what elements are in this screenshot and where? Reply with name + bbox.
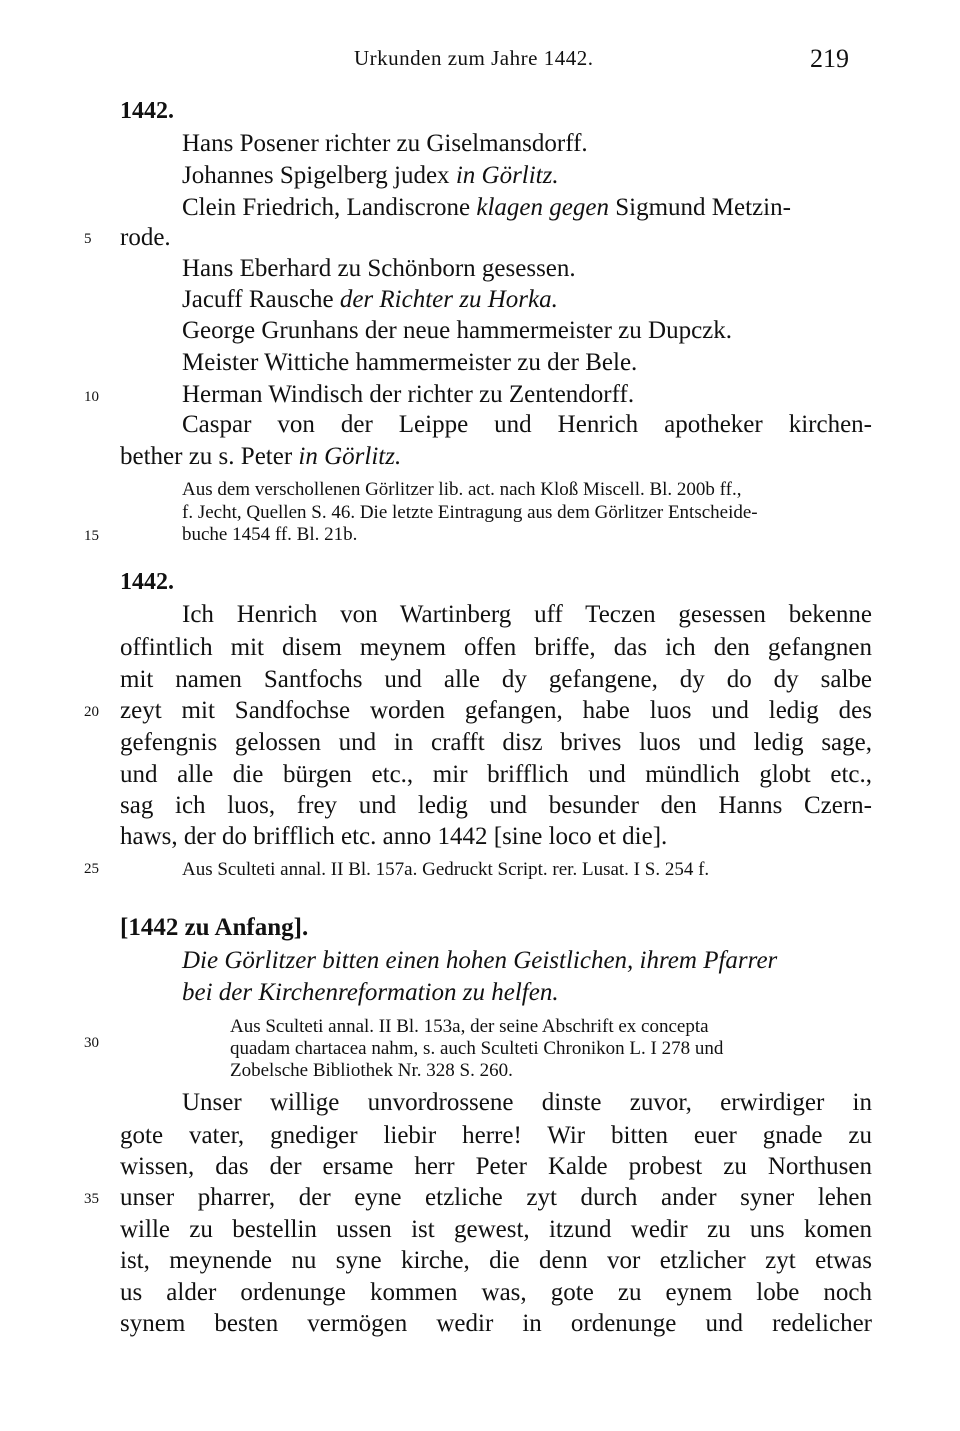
text-line: Hans Eberhard zu Schönborn gesessen.	[182, 255, 576, 282]
line-number: 35	[84, 1191, 99, 1207]
text-line: Hans Posener richter zu Giselmansdorff.	[182, 130, 588, 157]
line-number: 30	[84, 1035, 99, 1051]
text-line: zeyt mit Sandfochse worden gefangen, habe luos und ledig des	[120, 697, 872, 724]
text-line: gefengnis gelossen und in crafft disz brives luos und ledig sage,	[120, 729, 872, 756]
entry-year: 1442.	[120, 98, 174, 124]
entry-year: 1442.	[120, 569, 174, 595]
text-line: sag ich luos, frey und ledig und besunder den Hanns Czern-	[120, 792, 872, 819]
text-line: Caspar von der Leippe und Henrich apotheker kirchen-	[182, 411, 872, 438]
text-line: Johannes Spigelberg judex in Görlitz.	[182, 162, 559, 189]
entry-heading: [1442 zu Anfang].	[120, 914, 309, 941]
text-line: us alder ordenunge kommen was, gote zu eynem lobe noch	[120, 1279, 872, 1306]
line-number: 25	[84, 861, 99, 877]
source-note: quadam chartacea nahm, s. auch Sculteti Chronikon L. I 278 und	[230, 1038, 724, 1059]
text-line: Jacuff Rausche der Richter zu Horka.	[182, 286, 558, 313]
text-line: ist, meynende nu syne kirche, die denn vor etzlicher zyt etwas	[120, 1247, 872, 1274]
source-note: Zobelsche Bibliothek Nr. 328 S. 260.	[230, 1060, 513, 1081]
text-line: Meister Wittiche hammermeister zu der Bele.	[182, 349, 638, 376]
text-line: offintlich mit disem meynem offen briffe, das ich den gefangnen	[120, 634, 872, 661]
source-note: Aus dem verschollenen Görlitzer lib. act. nach Kloß Miscell. Bl. 200b ff.,	[182, 479, 742, 500]
running-title: Urkunden zum Jahre 1442.	[354, 46, 594, 70]
text-line: mit namen Santfochs und alle dy gefangene, dy do dy salbe	[120, 666, 872, 693]
text-line: rode.	[120, 224, 171, 251]
text-line: Clein Friedrich, Landiscrone klagen gegen Sigmund Metzin-	[182, 194, 791, 221]
text-line: Herman Windisch der richter zu Zentendorff.	[182, 381, 635, 408]
running-header	[0, 44, 960, 78]
source-note: f. Jecht, Quellen S. 46. Die letzte Eintragung aus dem Görlitzer Entscheide-	[182, 502, 758, 523]
text-line: unser pharrer, der eyne etzliche zyt durch ander syner lehen	[120, 1184, 872, 1211]
source-note: buche 1454 ff. Bl. 21b.	[182, 524, 358, 545]
text-line: gote vater, gnediger liebir herre! Wir bitten euer gnade zu	[120, 1122, 872, 1149]
source-note: Aus Sculteti annal. II Bl. 157a. Gedruckt Script. rer. Lusat. I S. 254 f.	[182, 859, 710, 880]
line-number: 15	[84, 528, 99, 544]
text-line: bether zu s. Peter in Görlitz.	[120, 443, 402, 470]
text-line: und alle die bürgen etc., mir brifflich und mündlich globt etc.,	[120, 761, 872, 788]
source-note: Aus Sculteti annal. II Bl. 153a, der seine Abschrift ex concepta	[230, 1016, 709, 1037]
text-line: wissen, das der ersame herr Peter Kalde probest zu Northusen	[120, 1153, 872, 1180]
entry-summary: Die Görlitzer bitten einen hohen Geistlichen, ihrem Pfarrer	[182, 947, 778, 974]
text-line: synem besten vermögen wedir in ordenunge und redelicher	[120, 1310, 872, 1337]
text-line: wille zu bestellin ussen ist gewest, itzund wedir zu uns komen	[120, 1216, 872, 1243]
entry-summary: bei der Kirchenreformation zu helfen.	[182, 979, 559, 1006]
page-number: 219	[810, 44, 849, 73]
line-number: 20	[84, 704, 99, 720]
text-line: haws, der do brifflich etc. anno 1442 [sine loco et die].	[120, 823, 668, 850]
text-line: Ich Henrich von Wartinberg uff Teczen gesessen bekenne	[182, 601, 872, 628]
text-line: George Grunhans der neue hammermeister zu Dupczk.	[182, 317, 733, 344]
line-number: 10	[84, 389, 99, 405]
line-number: 5	[84, 231, 92, 247]
text-line: Unser willige unvordrossene dinste zuvor, erwirdiger in	[182, 1089, 872, 1116]
